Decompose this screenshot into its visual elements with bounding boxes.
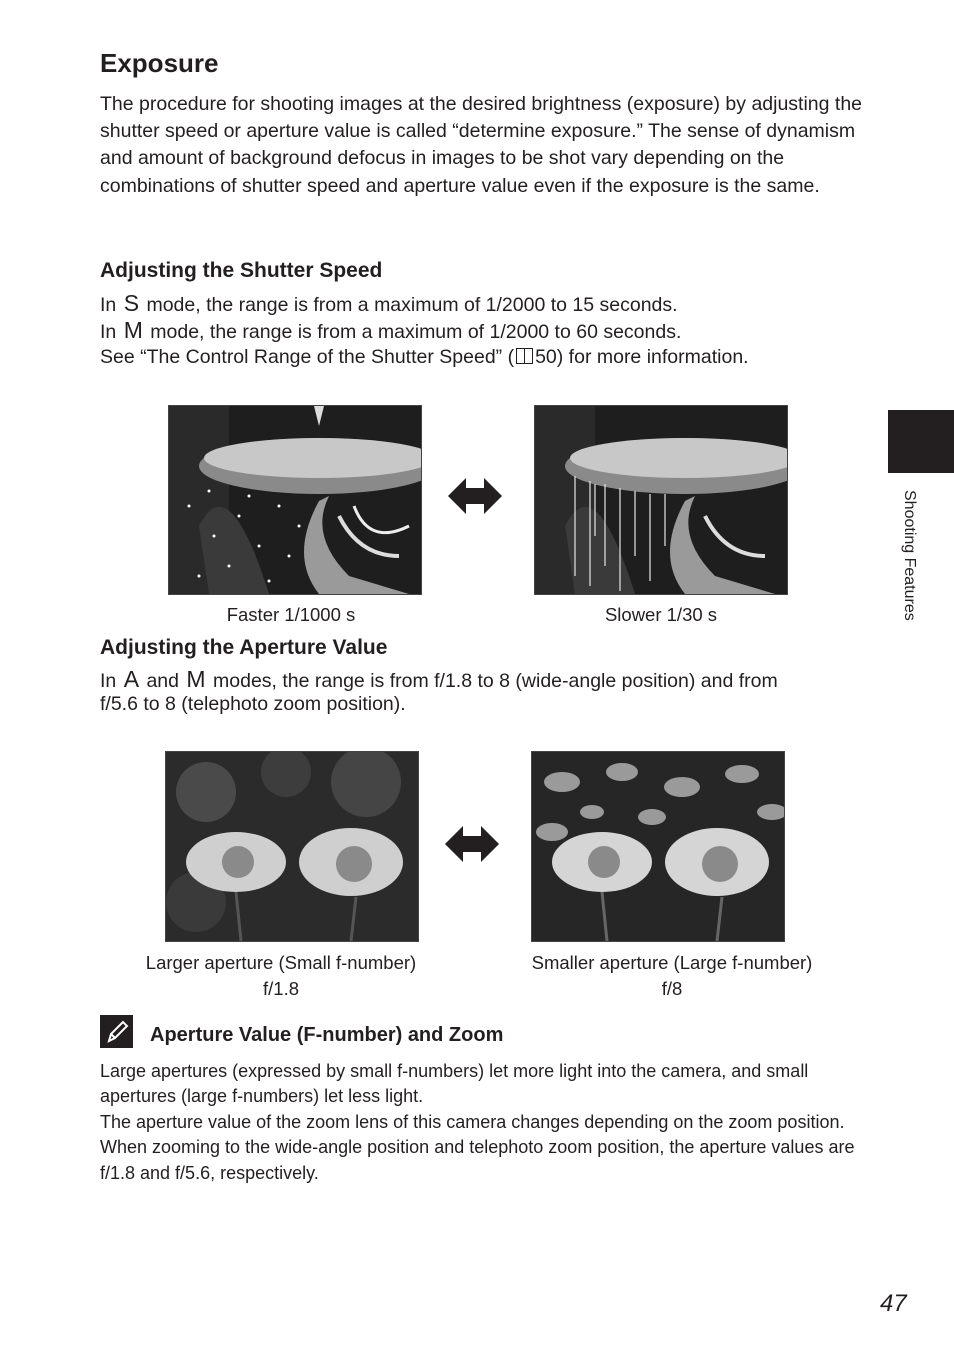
large-aperture-caption bbox=[120, 950, 442, 1002]
shutter-line-1 bbox=[100, 290, 678, 319]
aperture-heading: Adjusting the Aperture Value bbox=[100, 636, 388, 659]
note-pencil-icon bbox=[100, 1015, 133, 1048]
text: modes, the range is from f/1.8 to 8 (wide-angle position) and from bbox=[213, 670, 778, 692]
chapter-label-text: Shooting Features bbox=[901, 490, 918, 621]
text: In bbox=[100, 321, 117, 343]
flower-narrow-aperture-photo bbox=[531, 751, 785, 942]
page-number: 47 bbox=[880, 1290, 907, 1317]
book-reference-icon bbox=[516, 348, 533, 364]
text: In bbox=[100, 670, 117, 692]
chapter-tab bbox=[888, 410, 954, 473]
caption-line: Smaller aperture (Large f-number) bbox=[531, 952, 813, 973]
page-title: Exposure bbox=[100, 48, 219, 78]
slow-caption: Slower 1/30 s bbox=[604, 604, 718, 625]
note-paragraph-1: Large apertures (expressed by small f-numbers) let more light into the camera, and small apertures (large f-numbers) let less light. bbox=[100, 1061, 809, 1107]
mode-m-icon: M bbox=[123, 317, 143, 343]
shutter-line-2 bbox=[100, 317, 681, 346]
caption-line: f/1.8 bbox=[263, 978, 299, 999]
note-heading: Aperture Value (F-number) and Zoom bbox=[150, 1024, 504, 1046]
shutter-heading: Adjusting the Shutter Speed bbox=[100, 259, 383, 282]
note-paragraph-2: The aperture value of the zoom lens of this camera changes depending on the zoom position. When zooming to the wide-angle position and telephoto zoom position, the aperture values are f/1.8 and f/5.6, respectively. bbox=[100, 1112, 855, 1183]
text: mode, the range is from a maximum of 1/2000 to 60 seconds. bbox=[150, 321, 682, 343]
text: and bbox=[146, 670, 179, 692]
text: 50) for more information. bbox=[535, 346, 749, 368]
caption-line: f/8 bbox=[661, 978, 683, 999]
mode-m-icon: M bbox=[186, 666, 206, 692]
caption-line: Larger aperture (Small f-number) bbox=[145, 952, 417, 973]
chapter-label bbox=[896, 490, 920, 670]
text: mode, the range is from a maximum of 1/2000 to 15 seconds. bbox=[146, 294, 678, 316]
intro-paragraph: The procedure for shooting images at the desired brightness (exposure) by adjusting the shutter speed or aperture value is called “determine exposure.” The sense of dynamism and amount of background defocus in images to be shot vary depending on the combinations of shutter speed and aperture value even if the exposure is the same. bbox=[100, 93, 863, 197]
mode-s-icon: S bbox=[123, 290, 140, 316]
small-aperture-caption bbox=[505, 950, 839, 1002]
double-arrow-icon bbox=[448, 476, 502, 516]
text: In bbox=[100, 294, 117, 316]
fountain-fast-photo bbox=[168, 405, 422, 595]
text: See “The Control Range of the Shutter Speed” ( bbox=[100, 346, 515, 368]
mode-a-icon: A bbox=[123, 666, 140, 692]
shutter-line-3 bbox=[100, 344, 749, 371]
double-arrow-icon bbox=[445, 824, 499, 864]
fountain-slow-photo bbox=[534, 405, 788, 595]
flower-wide-aperture-photo bbox=[165, 751, 419, 942]
aperture-line-2: f/5.6 to 8 (telephoto zoom position). bbox=[100, 693, 406, 715]
fast-caption: Faster 1/1000 s bbox=[226, 604, 356, 625]
